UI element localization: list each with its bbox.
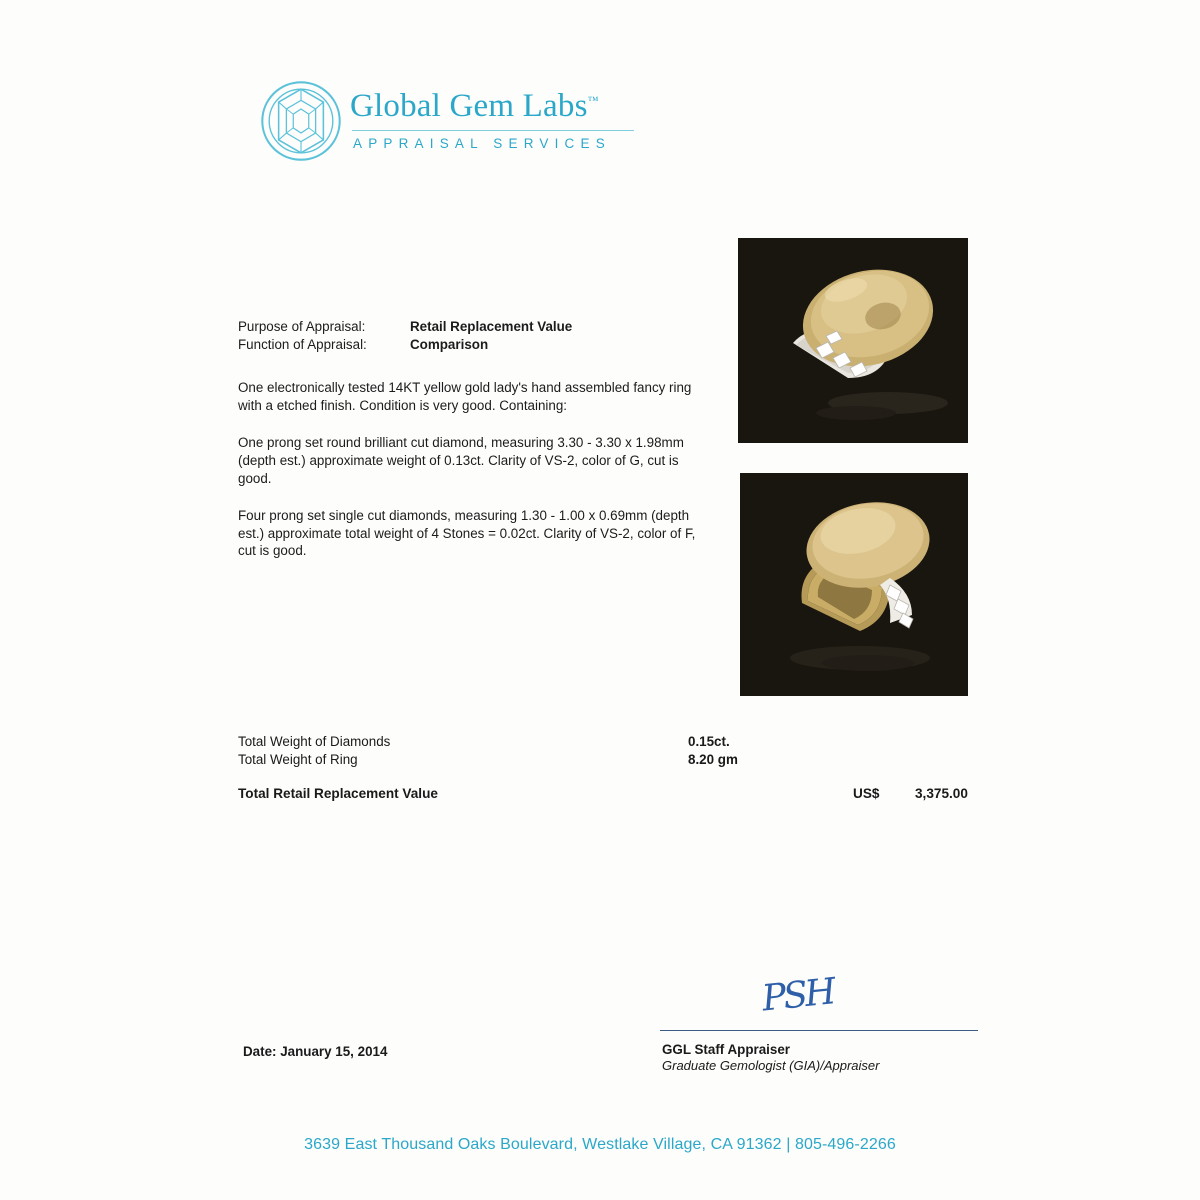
function-label: Function of Appraisal: (238, 336, 367, 352)
total-diamond-weight-row (238, 733, 978, 751)
purpose-label: Purpose of Appraisal: (238, 319, 366, 334)
brand-title (350, 90, 634, 123)
grand-total-row (238, 786, 978, 801)
brand-divider (352, 130, 634, 131)
gem-diamond-icon (258, 78, 344, 164)
trademark-symbol: ™ (587, 95, 599, 107)
brand-text-block (350, 78, 634, 151)
footer-address: 3639 East Thousand Oaks Boulevard, Westlake Village, CA 91362 | 805-496-2266 (304, 1136, 896, 1153)
purpose-row (238, 318, 708, 336)
total-diamond-weight-label: Total Weight of Diamonds (238, 734, 391, 749)
appraisal-details (238, 318, 708, 560)
appraiser-title: Graduate Gemologist (GIA)/Appraiser (662, 1058, 880, 1073)
total-ring-weight-value: 8.20 gm (688, 752, 738, 767)
appraiser-name: GGL Staff Appraiser (662, 1042, 790, 1057)
grand-total-currency: US$ (853, 786, 880, 801)
total-ring-weight-row (238, 751, 978, 769)
total-diamond-weight-value: 0.15ct. (688, 734, 730, 749)
brand-title-text: Global Gem Labs (350, 88, 588, 124)
grand-total-amount: 3,375.00 (915, 786, 968, 801)
purpose-value: Retail Replacement Value (410, 319, 573, 334)
stone-description-2: Four prong set single cut diamonds, measuring 1.30 - 1.00 x 0.69mm (depth est.) approximate total weight of 4 Stones = 0.02ct. Clarity of VS-2, color of F, cut is good. (238, 508, 696, 559)
stone-description-1: One prong set round brilliant cut diamond, measuring 3.30 - 3.30 x 1.98mm (depth est.) approximate weight of 0.13ct. Clarity of VS-2, color of G, cut is good. (238, 435, 684, 486)
brand-subtitle: APPRAISAL SERVICES (353, 136, 611, 151)
total-ring-weight-label: Total Weight of Ring (238, 752, 358, 767)
document-header (258, 78, 634, 164)
signature-mark: PSH (760, 971, 836, 1020)
signature-line (660, 1030, 978, 1031)
totals-block (238, 733, 978, 769)
function-value: Comparison (410, 336, 489, 352)
function-row (238, 336, 708, 354)
ring-photo-bottom (740, 473, 968, 696)
item-description: One electronically tested 14KT yellow gold lady's hand assembled fancy ring with a etched finish. Condition is very good. Containing: (238, 380, 692, 413)
ring-photo-top (738, 238, 968, 443)
appraisal-date: Date: January 15, 2014 (243, 1044, 388, 1059)
grand-total-label: Total Retail Replacement Value (238, 786, 438, 801)
